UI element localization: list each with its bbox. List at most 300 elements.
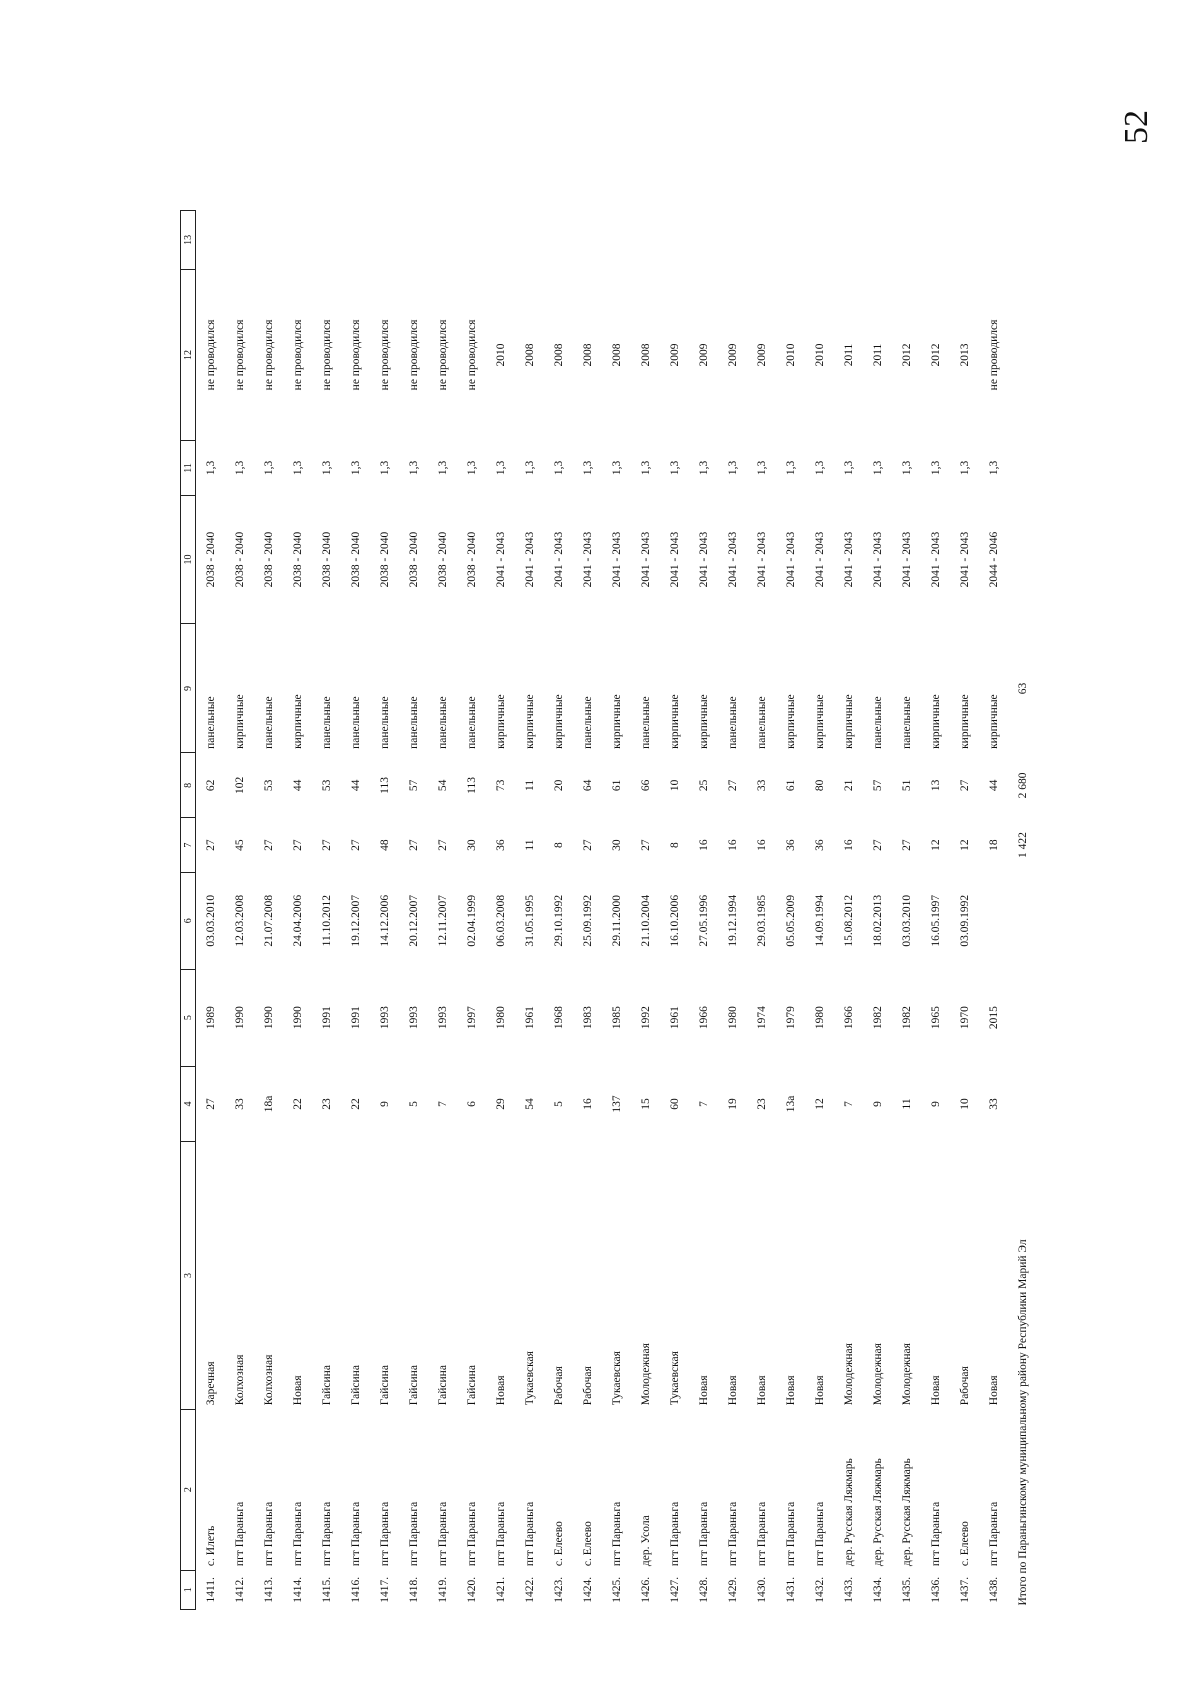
cell-col-8: 21 — [842, 779, 855, 792]
cell-col-7: 36 — [813, 839, 826, 851]
cell-col-13 — [776, 211, 805, 270]
cell-col-12: не проводился — [465, 319, 478, 391]
cell-col-9: панельные — [262, 696, 275, 749]
cell-col-5: 1993 — [436, 1006, 449, 1030]
cell-col-9: панельные — [639, 696, 652, 749]
table-row — [863, 211, 892, 1610]
cell-col-6: 27.05.1996 — [697, 894, 710, 947]
cell-col-4: 7 — [436, 1101, 449, 1107]
cell-col-9: панельные — [407, 696, 420, 749]
cell-col-11: 1,3 — [639, 460, 652, 476]
cell-col-4: 54 — [523, 1098, 536, 1110]
cell-col-8: 11 — [523, 779, 536, 791]
cell-col-5: 1965 — [929, 1006, 942, 1030]
cell-col-3: Колхозная — [262, 1354, 275, 1406]
cell-col-8: 102 — [233, 776, 246, 795]
cell-col-2: с. Елеево — [958, 1521, 971, 1567]
cell-col-7: 27 — [204, 839, 217, 851]
cell-col-9: кирпичные — [523, 694, 536, 749]
cell-col-13 — [747, 211, 776, 270]
cell-col-7: 45 — [233, 839, 246, 851]
cell-col-8: 64 — [581, 779, 594, 792]
cell-col-8: 113 — [378, 776, 391, 794]
cell-col-8: 20 — [552, 779, 565, 792]
cell-col-10: 2041 - 2043 — [581, 531, 594, 588]
table-row — [457, 211, 486, 1610]
cell-col-9: панельные — [378, 696, 391, 749]
cell-col-13 — [486, 211, 515, 270]
cell-col-4: 23 — [320, 1098, 333, 1110]
total-col7: 1 422 — [1016, 832, 1029, 858]
column-header-7: 7 — [181, 818, 196, 872]
cell-col-10: 2038 - 2040 — [204, 531, 217, 588]
table-row — [892, 211, 921, 1610]
cell-col-6: 29.11.2000 — [610, 895, 623, 947]
cell-col-3: Гайсина — [349, 1365, 362, 1406]
cell-col-6 — [979, 872, 1008, 969]
cell-col-13 — [515, 211, 544, 270]
cell-col-12: не проводился — [987, 319, 1000, 391]
cell-col-6: 20.12.2007 — [407, 894, 420, 947]
cell-col-6: 31.05.1995 — [523, 894, 536, 947]
cell-col-7: 27 — [900, 839, 913, 851]
cell-col-10: 2038 - 2040 — [465, 531, 478, 588]
cell-col-3: Гайсина — [407, 1365, 420, 1406]
cell-col-4: 9 — [871, 1101, 884, 1107]
total-label: Итого по Параньгинскому муниципальному району Республики Марий Эл — [1016, 1239, 1029, 1606]
cell-col-6: 14.09.1994 — [813, 894, 826, 947]
cell-col-8: 113 — [465, 776, 478, 794]
cell-col-2: дер. Русская Ляжмарь — [871, 1458, 884, 1567]
cell-col-13 — [428, 211, 457, 270]
cell-col-4: 7 — [697, 1101, 710, 1107]
cell-col-11: 1,3 — [407, 460, 420, 476]
cell-col-8: 66 — [639, 779, 652, 792]
cell-col-8: 62 — [204, 779, 217, 792]
cell-col-5: 1990 — [262, 1006, 275, 1030]
cell-col-4: 12 — [813, 1098, 826, 1110]
table-row — [312, 211, 341, 1610]
cell-col-10: 2038 - 2040 — [233, 531, 246, 588]
cell-col-12: не проводился — [407, 319, 420, 391]
cell-col-7: 27 — [639, 839, 652, 851]
cell-col-3: Новая — [813, 1375, 826, 1406]
cell-col-8: 57 — [407, 779, 420, 792]
cell-col-3: Молодежная — [842, 1343, 855, 1406]
table-row — [399, 211, 428, 1610]
cell-col-8: 51 — [900, 779, 913, 792]
cell-col-12: 2012 — [929, 343, 942, 367]
cell-col-1: 1416. — [349, 1576, 362, 1603]
cell-col-10: 2041 - 2043 — [610, 531, 623, 588]
cell-col-11: 1,3 — [929, 460, 942, 476]
cell-col-10: 2038 - 2040 — [378, 531, 391, 588]
cell-col-13 — [631, 211, 660, 270]
cell-col-2: пгт Параньга — [987, 1501, 1000, 1567]
column-header-6: 6 — [181, 872, 196, 969]
cell-col-13 — [254, 211, 283, 270]
cell-col-7: 48 — [378, 839, 391, 851]
cell-col-4: 23 — [755, 1098, 768, 1110]
total-col9: 63 — [1016, 682, 1029, 695]
cell-col-4: 15 — [639, 1098, 652, 1110]
cell-col-4: 5 — [407, 1101, 420, 1107]
cell-col-5: 1993 — [407, 1006, 420, 1030]
cell-col-12: не проводился — [291, 319, 304, 391]
cell-col-6: 12.11.2007 — [436, 895, 449, 947]
cell-col-10: 2041 - 2043 — [929, 531, 942, 588]
column-header-1: 1 — [181, 1570, 196, 1609]
cell-col-3: Новая — [987, 1375, 1000, 1406]
cell-col-8: 53 — [262, 779, 275, 792]
cell-col-13 — [660, 211, 689, 270]
cell-col-4: 18а — [262, 1095, 275, 1113]
cell-col-3: Тукаевская — [610, 1351, 623, 1406]
table-row — [602, 211, 631, 1610]
cell-col-6: 03.03.2010 — [900, 894, 913, 947]
cell-col-4: 16 — [581, 1098, 594, 1110]
cell-col-1: 1419. — [436, 1576, 449, 1603]
cell-col-4: 19 — [726, 1098, 739, 1110]
cell-col-4: 60 — [668, 1098, 681, 1110]
cell-col-13 — [863, 211, 892, 270]
cell-col-8: 57 — [871, 779, 884, 792]
cell-col-3: Новая — [726, 1375, 739, 1406]
table-row — [776, 211, 805, 1610]
cell-col-10: 2041 - 2043 — [871, 531, 884, 588]
cell-col-12: не проводился — [204, 319, 217, 391]
cell-col-3: Рабочая — [552, 1366, 565, 1406]
cell-col-7: 16 — [726, 839, 739, 851]
cell-col-11: 1,3 — [726, 460, 739, 476]
cell-col-8: 25 — [697, 779, 710, 792]
total-col8: 2 680 — [1016, 772, 1029, 799]
cell-col-11: 1,3 — [465, 460, 478, 476]
cell-col-9: кирпичные — [697, 694, 710, 749]
cell-col-12: 2012 — [900, 343, 913, 367]
cell-col-4: 7 — [842, 1101, 855, 1107]
cell-col-2: пгт Параньга — [349, 1501, 362, 1567]
cell-col-1: 1432. — [813, 1576, 826, 1603]
cell-col-8: 44 — [291, 779, 304, 792]
cell-col-1: 1420. — [465, 1576, 478, 1603]
cell-col-2: пгт Параньга — [755, 1501, 768, 1567]
column-header-11: 11 — [181, 441, 196, 495]
cell-col-5: 1985 — [610, 1006, 623, 1030]
cell-col-8: 53 — [320, 779, 333, 792]
cell-col-12: не проводился — [320, 319, 333, 391]
cell-col-13 — [602, 211, 631, 270]
cell-col-6: 19.12.2007 — [349, 894, 362, 947]
cell-col-9: кирпичные — [813, 694, 826, 749]
cell-col-1: 1411. — [204, 1577, 217, 1603]
cell-col-3: Новая — [494, 1375, 507, 1406]
cell-col-12: 2008 — [552, 343, 565, 367]
column-header-3: 3 — [181, 1142, 196, 1409]
cell-col-5: 1961 — [668, 1006, 681, 1030]
table-row — [254, 211, 283, 1610]
cell-col-11: 1,3 — [523, 460, 536, 476]
table-row — [283, 211, 312, 1610]
cell-col-2: пгт Параньга — [610, 1501, 623, 1567]
table-row — [631, 211, 660, 1610]
cell-col-11: 1,3 — [900, 460, 913, 476]
cell-col-11: 1,3 — [697, 460, 710, 476]
cell-col-2: пгт Параньга — [784, 1501, 797, 1567]
cell-col-1: 1423. — [552, 1576, 565, 1603]
cell-col-4: 11 — [900, 1098, 913, 1110]
column-header-9: 9 — [181, 624, 196, 753]
cell-col-12: 2008 — [610, 343, 623, 367]
cell-col-5: 1974 — [755, 1006, 768, 1030]
cell-col-4: 33 — [233, 1098, 246, 1110]
cell-col-6: 16.05.1997 — [929, 894, 942, 947]
cell-col-5: 1990 — [233, 1006, 246, 1030]
column-number-row — [181, 211, 196, 1610]
cell-col-1: 1417. — [378, 1576, 391, 1603]
cell-col-11: 1,3 — [813, 460, 826, 476]
cell-col-6: 19.12.1994 — [726, 894, 739, 947]
cell-col-9: панельные — [871, 696, 884, 749]
cell-col-12: 2010 — [813, 343, 826, 367]
table-row — [196, 211, 226, 1610]
cell-col-8: 80 — [813, 779, 826, 792]
cell-col-8: 73 — [494, 779, 507, 792]
cell-col-7: 8 — [668, 842, 681, 848]
cell-col-10: 2041 - 2043 — [726, 531, 739, 588]
cell-col-13 — [225, 211, 254, 270]
column-header-4: 4 — [181, 1066, 196, 1142]
cell-col-1: 1427. — [668, 1576, 681, 1603]
cell-col-10: 2038 - 2040 — [407, 531, 420, 588]
cell-col-5: 2015 — [987, 1006, 1000, 1030]
cell-col-2: пгт Параньга — [378, 1501, 391, 1567]
cell-col-1: 1429. — [726, 1576, 739, 1603]
cell-col-2: пгт Параньга — [523, 1501, 536, 1567]
table-row — [689, 211, 718, 1610]
cell-col-9: панельные — [436, 696, 449, 749]
cell-col-7: 16 — [842, 839, 855, 851]
cell-col-10: 2038 - 2040 — [436, 531, 449, 588]
cell-col-1: 1430. — [755, 1576, 768, 1603]
cell-col-3: Новая — [697, 1375, 710, 1406]
cell-col-2: дер. Усола — [639, 1515, 652, 1567]
cell-col-12: 2011 — [871, 343, 884, 367]
cell-col-11: 1,3 — [987, 460, 1000, 476]
table-row — [921, 211, 950, 1610]
cell-col-2: дер. Русская Ляжмарь — [842, 1458, 855, 1567]
cell-col-10: 2041 - 2043 — [958, 531, 971, 588]
cell-col-9: кирпичные — [610, 694, 623, 749]
table-row — [747, 211, 776, 1610]
cell-col-13 — [341, 211, 370, 270]
cell-col-4: 13а — [784, 1095, 797, 1113]
cell-col-7: 27 — [262, 839, 275, 851]
cell-col-8: 27 — [726, 779, 739, 792]
cell-col-3: Тукаевская — [668, 1351, 681, 1406]
cell-col-11: 1,3 — [204, 460, 217, 476]
cell-col-8: 27 — [958, 779, 971, 792]
cell-col-4: 10 — [958, 1098, 971, 1110]
cell-col-5: 1997 — [465, 1006, 478, 1030]
cell-col-6: 16.10.2006 — [668, 894, 681, 947]
cell-col-2: пгт Параньга — [668, 1501, 681, 1567]
cell-col-12: 2011 — [842, 343, 855, 367]
cell-col-2: пгт Параньга — [929, 1501, 942, 1567]
cell-col-10: 2038 - 2040 — [349, 531, 362, 588]
cell-col-8: 44 — [987, 779, 1000, 792]
rotated-sheet — [180, 90, 1060, 1610]
table-row — [573, 211, 602, 1610]
cell-col-7: 27 — [436, 839, 449, 851]
cell-col-5: 1990 — [291, 1006, 304, 1030]
cell-col-8: 54 — [436, 779, 449, 792]
cell-col-9: панельные — [349, 696, 362, 749]
cell-col-6: 02.04.1999 — [465, 894, 478, 947]
cell-col-4: 5 — [552, 1101, 565, 1107]
cell-col-11: 1,3 — [871, 460, 884, 476]
cell-col-10: 2041 - 2043 — [523, 531, 536, 588]
cell-col-5: 1979 — [784, 1006, 797, 1030]
column-header-5: 5 — [181, 969, 196, 1066]
cell-col-5: 1966 — [697, 1006, 710, 1030]
cell-col-5: 1961 — [523, 1006, 536, 1030]
cell-col-9: панельные — [204, 696, 217, 749]
cell-col-4: 33 — [987, 1098, 1000, 1110]
cell-col-1: 1434. — [871, 1576, 884, 1603]
cell-col-10: 2044 - 2046 — [987, 531, 1000, 588]
table-row — [515, 211, 544, 1610]
cell-col-1: 1435. — [900, 1576, 913, 1603]
cell-col-5: 1980 — [494, 1006, 507, 1030]
cell-col-12: не проводился — [262, 319, 275, 391]
cell-col-12: 2009 — [755, 343, 768, 367]
cell-col-11: 1,3 — [494, 460, 507, 476]
cell-col-3: Новая — [755, 1375, 768, 1406]
cell-col-2: пгт Параньга — [726, 1501, 739, 1567]
cell-col-13 — [921, 211, 950, 270]
cell-col-13 — [457, 211, 486, 270]
cell-col-6: 06.03.2008 — [494, 894, 507, 947]
cell-col-10: 2041 - 2043 — [552, 531, 565, 588]
cell-col-6: 21.10.2004 — [639, 894, 652, 947]
cell-col-10: 2041 - 2043 — [494, 531, 507, 588]
cell-col-2: пгт Параньга — [494, 1501, 507, 1567]
cell-col-10: 2041 - 2043 — [697, 531, 710, 588]
cell-col-11: 1,3 — [784, 460, 797, 476]
cell-col-1: 1422. — [523, 1576, 536, 1603]
cell-col-8: 44 — [349, 779, 362, 792]
cell-col-9: панельные — [726, 696, 739, 749]
cell-col-7: 30 — [465, 839, 478, 851]
cell-col-3: Колхозная — [233, 1354, 246, 1406]
cell-col-5: 1980 — [726, 1006, 739, 1030]
cell-col-1: 1436. — [929, 1576, 942, 1603]
cell-col-11: 1,3 — [581, 460, 594, 476]
table-row — [950, 211, 979, 1610]
table-row — [805, 211, 834, 1610]
cell-col-8: 61 — [784, 779, 797, 792]
cell-col-12: 2010 — [784, 343, 797, 367]
cell-col-1: 1437. — [958, 1576, 971, 1603]
cell-col-3: Молодежная — [900, 1343, 913, 1406]
cell-col-3: Рабочая — [958, 1366, 971, 1406]
cell-col-2: пгт Параньга — [233, 1501, 246, 1567]
cell-col-5: 1991 — [320, 1006, 333, 1030]
cell-col-6: 05.05.2009 — [784, 894, 797, 947]
cell-col-7: 27 — [320, 839, 333, 851]
cell-col-10: 2038 - 2040 — [262, 531, 275, 588]
cell-col-13 — [689, 211, 718, 270]
cell-col-7: 12 — [929, 839, 942, 851]
cell-col-13 — [544, 211, 573, 270]
cell-col-1: 1425. — [610, 1576, 623, 1603]
cell-col-11: 1,3 — [668, 460, 681, 476]
cell-col-13 — [283, 211, 312, 270]
cell-col-6: 18.02.2013 — [871, 894, 884, 947]
cell-col-7: 11 — [523, 839, 536, 851]
cell-col-3: Новая — [784, 1375, 797, 1406]
cell-col-3: Рабочая — [581, 1366, 594, 1406]
cell-col-2: пгт Параньга — [436, 1501, 449, 1567]
cell-col-6: 14.12.2006 — [378, 894, 391, 947]
table-row — [225, 211, 254, 1610]
cell-col-6: 12.03.2008 — [233, 894, 246, 947]
cell-col-7: 16 — [697, 839, 710, 851]
cell-col-10: 2041 - 2043 — [784, 531, 797, 588]
cell-col-9: кирпичные — [929, 694, 942, 749]
cell-col-4: 137 — [610, 1095, 623, 1113]
cell-col-8: 61 — [610, 779, 623, 792]
cell-col-9: панельные — [465, 696, 478, 749]
cell-col-6: 21.07.2008 — [262, 894, 275, 947]
cell-col-10: 2041 - 2043 — [755, 531, 768, 588]
cell-col-10: 2041 - 2043 — [668, 531, 681, 588]
cell-col-7: 12 — [958, 839, 971, 851]
cell-col-9: кирпичные — [291, 694, 304, 749]
cell-col-13 — [370, 211, 399, 270]
cell-col-9: кирпичные — [987, 694, 1000, 749]
cell-col-2: пгт Параньга — [407, 1501, 420, 1567]
cell-col-7: 27 — [407, 839, 420, 851]
cell-col-9: панельные — [755, 696, 768, 749]
cell-col-7: 16 — [755, 839, 768, 851]
cell-col-7: 30 — [610, 839, 623, 851]
cell-col-2: с. Илеть — [204, 1525, 217, 1567]
table-row — [486, 211, 515, 1610]
cell-col-3: Гайсина — [320, 1365, 333, 1406]
cell-col-13 — [312, 211, 341, 270]
cell-col-3: Новая — [929, 1375, 942, 1406]
cell-col-3: Молодежная — [871, 1343, 884, 1406]
cell-col-8: 13 — [929, 779, 942, 792]
cell-col-5: 1983 — [581, 1006, 594, 1030]
cell-col-4: 6 — [465, 1101, 478, 1107]
cell-col-6: 25.09.1992 — [581, 894, 594, 947]
cell-col-10: 2041 - 2043 — [900, 531, 913, 588]
table-row — [718, 211, 747, 1610]
cell-col-2: пгт Параньга — [697, 1501, 710, 1567]
cell-col-7: 27 — [871, 839, 884, 851]
cell-col-11: 1,3 — [755, 460, 768, 476]
cell-col-3: Гайсина — [465, 1365, 478, 1406]
cell-col-2: пгт Параньга — [320, 1501, 333, 1567]
cell-col-13 — [805, 211, 834, 270]
cell-col-6: 24.04.2006 — [291, 894, 304, 947]
cell-col-5: 1991 — [349, 1006, 362, 1030]
cell-col-10: 2038 - 2040 — [291, 531, 304, 588]
cell-col-6: 03.09.1992 — [958, 894, 971, 947]
